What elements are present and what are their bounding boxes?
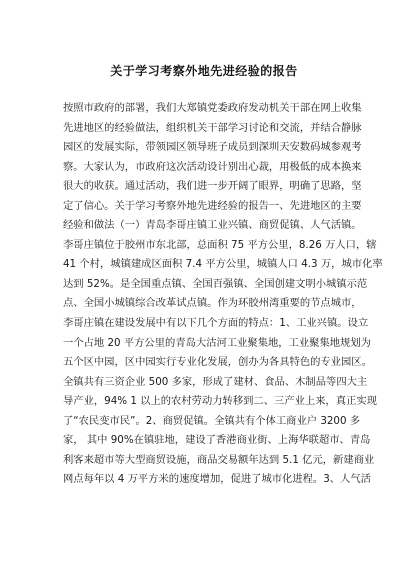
body-line: 五个区中园，区中园实行专业化发展，创办为各具特色的专业园区。 xyxy=(63,356,372,369)
document-body xyxy=(63,99,383,490)
body-line: 定了信心。关于学习考察外地先进经验的报告一、先进地区的主要 xyxy=(63,199,362,212)
body-line: 点、全国小城镇综合改革试点镇。作为环胶州湾重要的节点城市， xyxy=(63,297,362,310)
body-line: 41 个村，城镇建成区面积 7.4 平方公里，城镇人口 4.3 万，城市化率 xyxy=(63,258,383,271)
body-line: 利客来超市等大型商贸设施，商品交易额年达到 5.1 亿元，新建商业 xyxy=(63,453,375,466)
body-line: 一个占地 20 平方公里的青岛大沽河工业聚集地，工业聚集地规划为 xyxy=(63,336,371,349)
body-line: 李哥庄镇位于胶州市东北部，总面积 75 平方公里，8.26 万人口，辖 xyxy=(63,238,377,251)
body-line: 按照市政府的部署，我们大郑镇党委政府发动机关干部在网上收集 xyxy=(63,102,362,114)
body-line: 经验和做法（一）青岛李哥庄镇工业兴镇、商贸促镇、人气活镇。 xyxy=(63,219,362,232)
body-line: 达到 52%。是全国重点镇、全国百强镇、全国创建文明小城镇示范 xyxy=(63,277,368,290)
body-line: 网点每年以 4 万平方米的速度增加，促进了城市化进程。3、人气活 xyxy=(63,473,371,486)
body-line: 全镇共有三资企业 500 多家，形成了建材、食品、木制品等四大主 xyxy=(63,375,368,388)
body-line: 了“农民变市民”。2、商贸促镇。全镇共有个体工商业户 3200 多 xyxy=(63,414,361,427)
body-line: 先进地区的经验做法，组织机关干部学习讨论和交流，并结合静脉 xyxy=(63,121,362,134)
body-line: 很大的收获。通过活动，我们进一步开阔了眼界，明确了思路，坚 xyxy=(63,180,362,193)
body-line: 李哥庄镇在建设发展中有以下几个方面的特点：1、工业兴镇。设立 xyxy=(63,317,369,330)
body-line: 导产业，94% 1 以上的农村劳动力转移到二、三产业上来，真正实现 xyxy=(63,395,377,408)
body-line: 察。大家认为，市政府这次活动设计别出心裁，用极低的成本换来 xyxy=(63,160,362,173)
body-line: 家， 其中 90%在镇驻地，建设了香港商业街、上海华联超市、青岛 xyxy=(63,434,371,447)
document-title: 关于学习考察外地先进经验的报告 xyxy=(110,64,298,78)
body-line: 园区的发展实际，带领园区领导班子成员到深圳天安数码城参观考 xyxy=(63,141,362,154)
